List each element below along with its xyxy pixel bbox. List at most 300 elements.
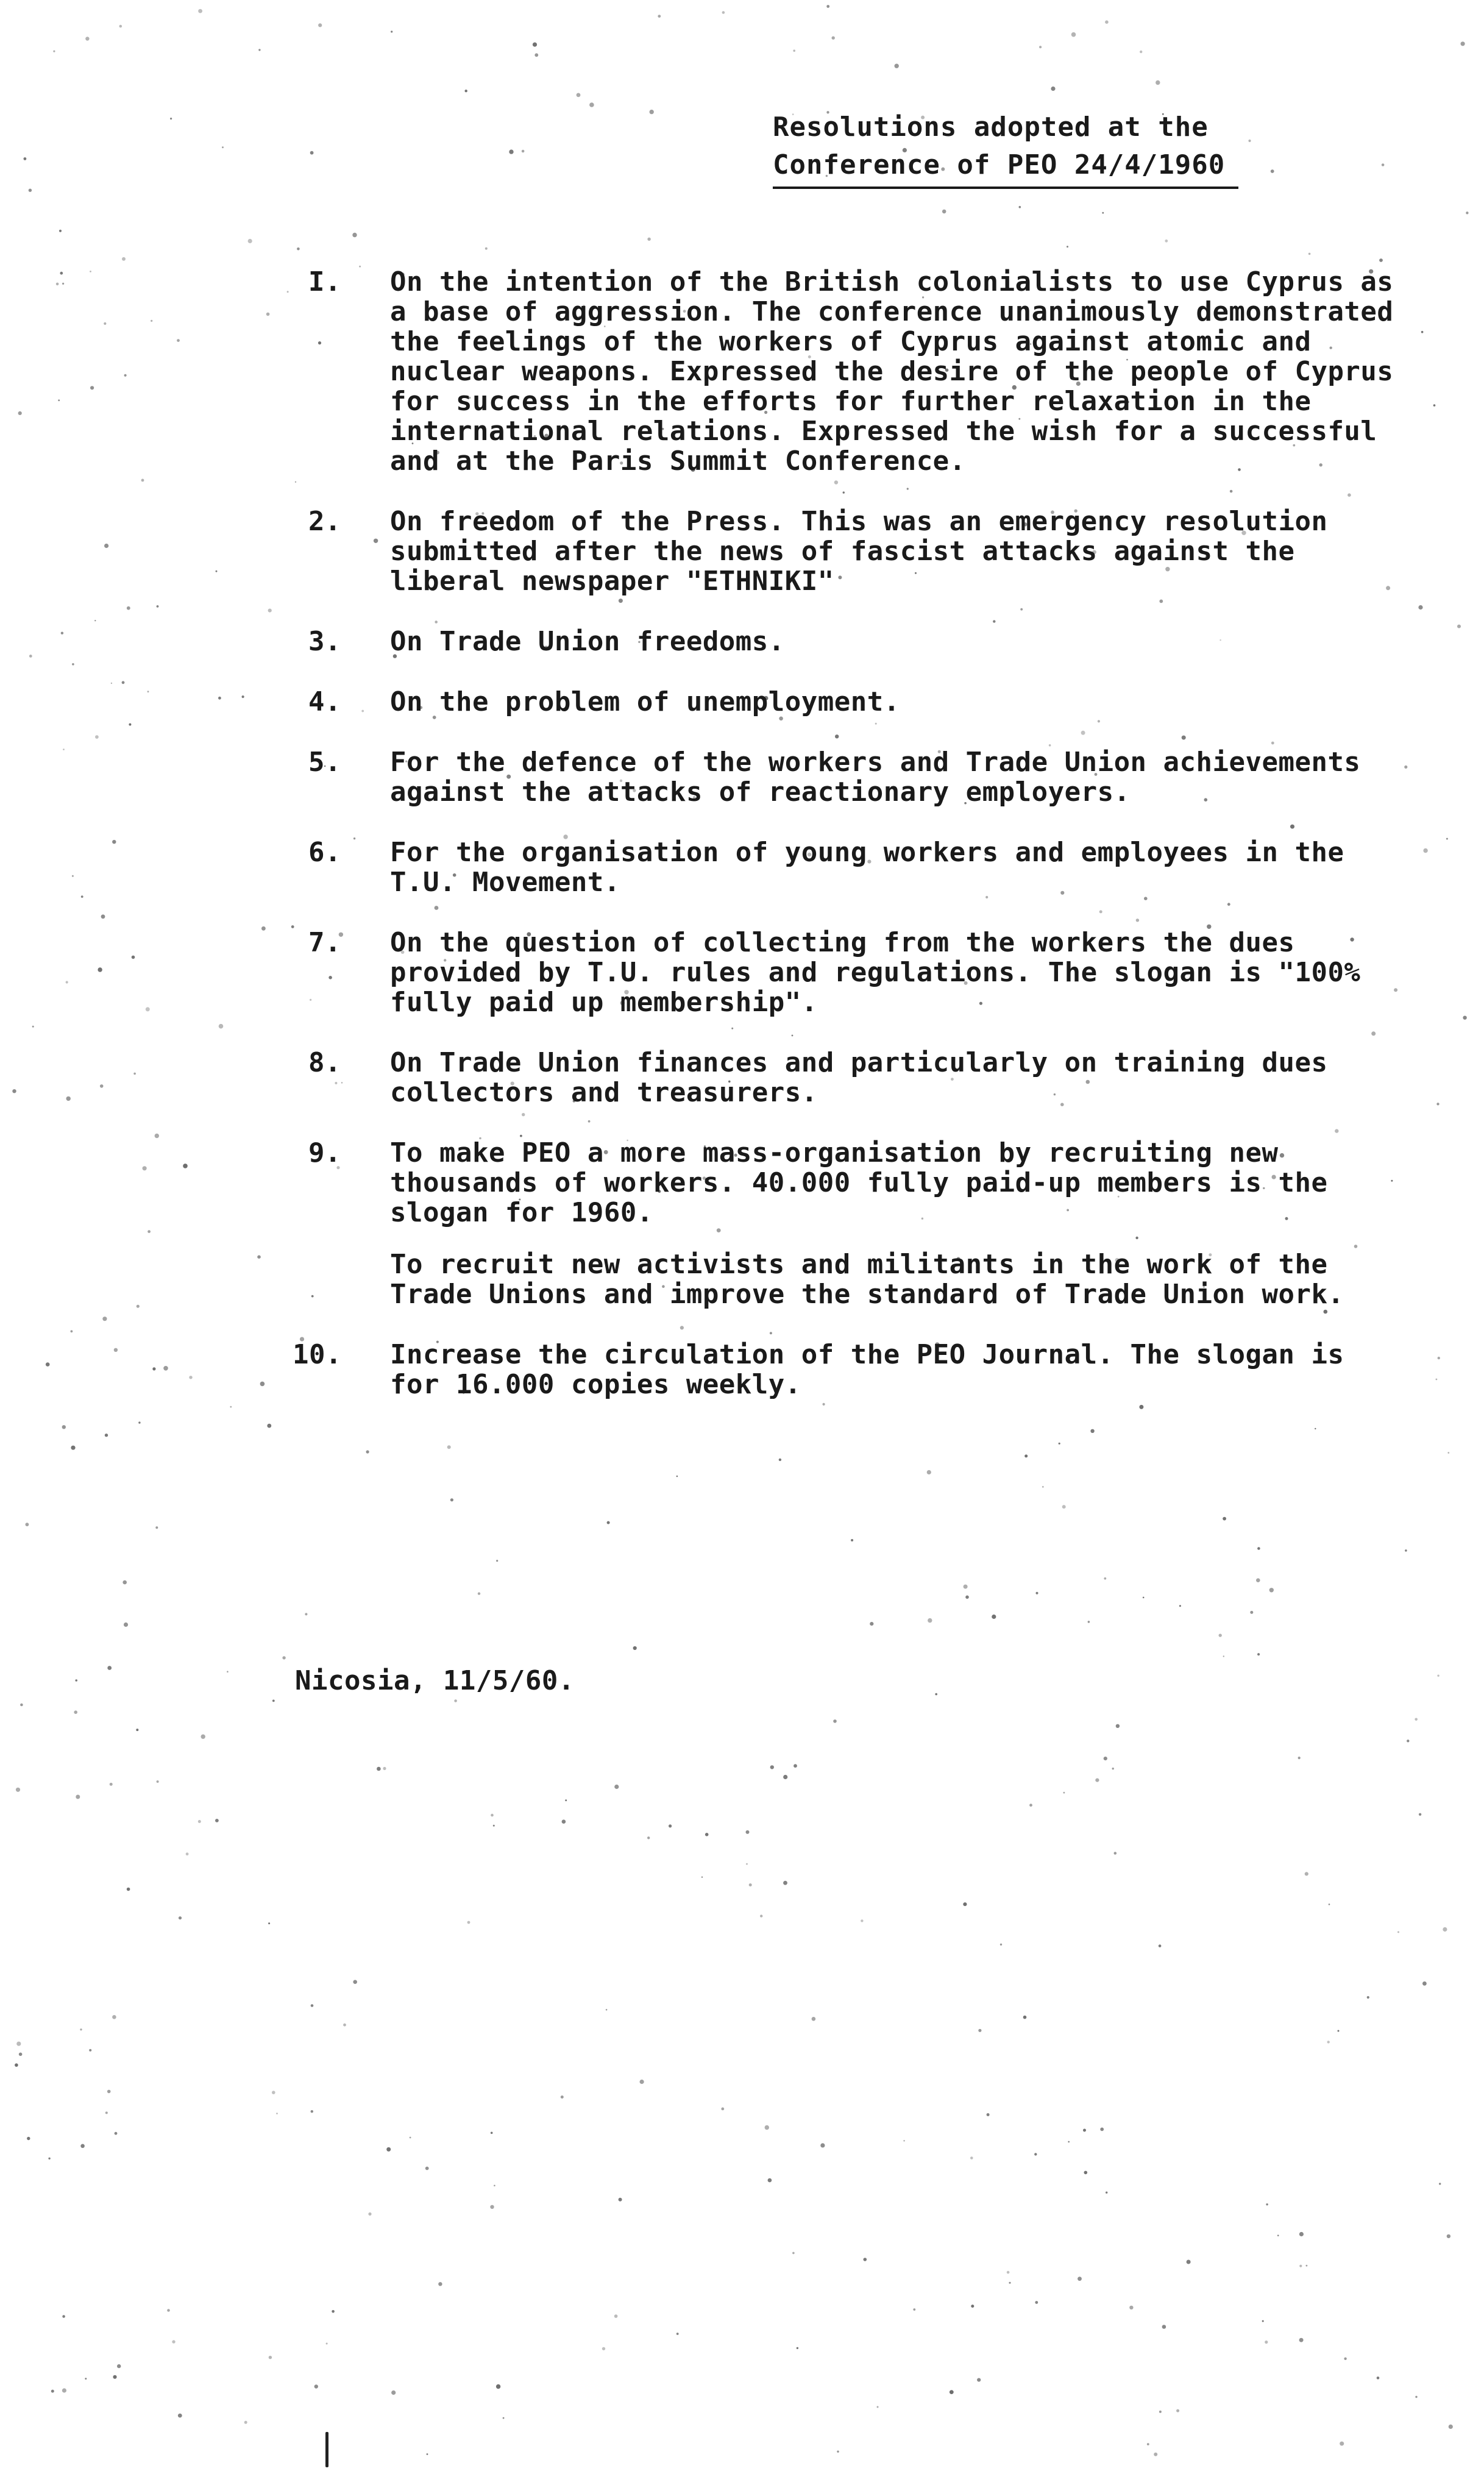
speckle xyxy=(820,2143,825,2147)
speckle xyxy=(326,2343,328,2345)
speckle xyxy=(261,926,266,931)
resolution-item xyxy=(293,507,1402,596)
speckle xyxy=(136,1729,138,1731)
speckle xyxy=(676,1476,678,1477)
resolution-text: On the problem of unemployment. xyxy=(390,686,900,717)
speckle xyxy=(332,2310,335,2313)
speckle xyxy=(71,1446,75,1450)
resolution-number: 7. xyxy=(308,927,341,958)
speckle xyxy=(105,1434,108,1437)
speckle xyxy=(305,1613,307,1615)
speckle xyxy=(1067,246,1068,247)
speckle xyxy=(61,632,63,634)
speckle xyxy=(1329,1903,1330,1905)
speckle xyxy=(950,2390,954,2394)
speckle xyxy=(1187,2260,1191,2264)
resolution-number: 10. xyxy=(293,1339,342,1370)
speckle xyxy=(965,1596,969,1599)
speckle xyxy=(386,2147,391,2152)
speckle xyxy=(877,2406,879,2408)
speckle xyxy=(792,2252,795,2255)
speckle xyxy=(272,1700,275,1702)
speckle xyxy=(110,1783,113,1786)
speckle xyxy=(15,2063,18,2067)
speckle xyxy=(141,479,144,482)
speckle xyxy=(257,1255,261,1259)
speckle xyxy=(1051,87,1055,91)
speckle xyxy=(258,49,260,51)
speckle xyxy=(81,895,83,898)
speckle xyxy=(1262,2320,1264,2322)
speckle xyxy=(272,2091,275,2094)
resolution-text: On Trade Union freedoms. xyxy=(390,626,785,657)
speckle xyxy=(533,43,537,47)
speckle xyxy=(85,2378,87,2380)
speckle xyxy=(127,1888,130,1891)
speckle xyxy=(1438,1357,1440,1359)
speckle xyxy=(1271,169,1274,173)
speckle xyxy=(1404,766,1407,769)
speckle xyxy=(1436,1103,1439,1105)
speckle xyxy=(1223,1655,1224,1657)
speckle xyxy=(669,1824,672,1827)
speckle xyxy=(167,2309,170,2312)
speckle xyxy=(1305,1872,1308,1875)
speckle xyxy=(276,2113,278,2114)
speckle xyxy=(1466,211,1468,214)
speckle xyxy=(29,655,32,658)
speckle xyxy=(29,189,32,192)
speckle xyxy=(19,2053,23,2056)
speckle xyxy=(297,247,300,251)
speckle xyxy=(485,247,488,250)
speckle xyxy=(1443,1927,1447,1932)
speckle xyxy=(1299,2232,1304,2236)
speckle xyxy=(155,1526,158,1529)
speckle xyxy=(222,146,224,148)
speckle xyxy=(1156,80,1160,85)
speckle xyxy=(1140,51,1142,53)
speckle xyxy=(1418,605,1422,610)
speckle xyxy=(66,1097,71,1101)
speckle xyxy=(1377,2376,1380,2380)
speckle xyxy=(1105,20,1109,24)
speckle xyxy=(903,2140,905,2142)
speckle xyxy=(705,1833,709,1836)
speckle xyxy=(1083,2129,1086,2132)
speckle xyxy=(1129,2306,1133,2309)
speckle xyxy=(1299,2265,1302,2267)
speckle xyxy=(493,1825,495,1827)
resolution-text: On Trade Union finances and particularly on training dues collectors and treasurers. xyxy=(390,1047,1328,1108)
speckle xyxy=(80,2144,85,2149)
speckle xyxy=(16,2042,21,2046)
speckle xyxy=(75,1679,77,1682)
speckle xyxy=(122,1580,127,1585)
speckle xyxy=(1059,1443,1060,1445)
speckle xyxy=(122,681,125,684)
speckle xyxy=(66,981,68,983)
speckle xyxy=(146,1007,150,1011)
speckle xyxy=(127,606,130,610)
speckle xyxy=(137,1305,140,1308)
speckle xyxy=(132,956,135,959)
speckle xyxy=(1143,1597,1145,1599)
speckle xyxy=(1308,253,1311,255)
speckle xyxy=(1419,1813,1421,1816)
speckle xyxy=(562,1819,566,1824)
speckle xyxy=(198,9,202,13)
place-and-date: Nicosia, 11/5/60. xyxy=(295,1665,575,1696)
speckle xyxy=(765,2125,769,2130)
speckle xyxy=(721,2108,724,2111)
speckle xyxy=(971,2305,974,2308)
speckle xyxy=(1327,2041,1330,2043)
speckle xyxy=(746,1830,750,1834)
resolution-item xyxy=(293,267,1402,476)
speckle xyxy=(490,2205,494,2209)
speckle xyxy=(977,2378,981,2382)
speckle xyxy=(129,723,131,726)
speckle xyxy=(701,1877,703,1878)
speckle xyxy=(267,1424,271,1428)
speckle xyxy=(157,605,159,608)
speckle xyxy=(101,914,105,919)
speckle xyxy=(770,1765,774,1769)
speckle xyxy=(163,1366,168,1371)
speckle xyxy=(1102,212,1104,214)
speckle xyxy=(870,1622,873,1626)
speckle xyxy=(391,30,392,32)
speckle xyxy=(179,1916,182,1919)
title-line-2: Conference of PEO 24/4/1960 xyxy=(773,146,1238,189)
speckle xyxy=(606,2009,608,2011)
speckle xyxy=(1062,1505,1066,1509)
speckle xyxy=(172,2340,175,2343)
speckle xyxy=(76,1795,80,1799)
speckle xyxy=(100,1084,104,1088)
speckle xyxy=(503,2417,505,2419)
speckle xyxy=(219,1024,224,1029)
speckle xyxy=(85,37,89,40)
speckle xyxy=(391,2390,396,2395)
speckle xyxy=(410,2137,411,2139)
speckle xyxy=(1449,2425,1453,2429)
speckle xyxy=(244,2421,247,2424)
speckle xyxy=(1007,2271,1010,2274)
speckle xyxy=(1265,2341,1268,2344)
speckle xyxy=(74,1710,77,1714)
speckle xyxy=(268,1922,270,1924)
speckle xyxy=(465,90,467,92)
speckle xyxy=(895,64,899,68)
resolution-item xyxy=(293,1138,1402,1309)
speckle xyxy=(749,1883,752,1886)
speckle xyxy=(1423,848,1427,853)
speckle xyxy=(133,1073,136,1075)
speckle xyxy=(122,257,126,261)
speckle xyxy=(970,2156,973,2159)
speckle xyxy=(1165,240,1168,243)
speckle xyxy=(832,37,835,40)
speckle xyxy=(1112,1768,1114,1769)
speckle xyxy=(104,322,106,325)
resolution-number: 8. xyxy=(308,1047,341,1078)
speckle xyxy=(1023,2016,1027,2019)
speckle xyxy=(1298,1757,1301,1759)
speckle xyxy=(978,2029,981,2032)
speckle xyxy=(58,399,60,401)
speckle xyxy=(155,1134,159,1138)
speckle xyxy=(647,1836,650,1839)
speckle xyxy=(913,2308,915,2311)
speckle xyxy=(90,386,94,389)
speckle xyxy=(170,118,172,119)
resolution-number: 3. xyxy=(308,626,341,657)
speckle xyxy=(1147,2443,1149,2445)
resolution-number: 4. xyxy=(308,686,341,717)
speckle xyxy=(861,1919,863,1922)
resolution-item xyxy=(293,928,1402,1017)
speckle xyxy=(467,1921,470,1924)
speckle xyxy=(509,149,513,154)
speckle xyxy=(1024,1454,1028,1457)
speckle xyxy=(1042,1486,1044,1488)
speckle xyxy=(46,1362,50,1367)
speckle xyxy=(12,1089,16,1093)
speckle xyxy=(1344,2358,1346,2360)
speckle xyxy=(124,1623,128,1627)
resolution-number: 9. xyxy=(308,1137,341,1168)
speckle xyxy=(427,2453,428,2455)
speckle xyxy=(1106,2192,1107,2194)
speckle xyxy=(1063,1792,1065,1794)
speckle xyxy=(138,1421,140,1423)
speckle xyxy=(1095,1779,1099,1782)
speckle xyxy=(24,157,27,160)
speckle xyxy=(230,1406,232,1408)
speckle xyxy=(287,291,289,293)
speckle xyxy=(676,2333,679,2335)
speckle xyxy=(963,1902,967,1906)
resolution-text: On freedom of the Press. This was an emergency resolution submitted after the news of fascist attacks against the liberal newspaper "ETHNIKI" xyxy=(390,506,1328,597)
speckle xyxy=(647,238,650,241)
speckle xyxy=(1159,1944,1162,1947)
speckle xyxy=(619,2198,622,2202)
speckle xyxy=(62,2388,66,2392)
speckle xyxy=(117,2364,121,2368)
speckle xyxy=(447,1445,451,1449)
resolution-text: For the defence of the workers and Trade Union achievements against the attacks of reactionary employers. xyxy=(390,747,1361,808)
speckle xyxy=(1439,2183,1441,2184)
speckle xyxy=(62,1425,66,1429)
speckle xyxy=(51,2390,54,2393)
speckle xyxy=(1179,1605,1181,1607)
speckle xyxy=(186,1852,189,1855)
speckle xyxy=(491,1814,494,1817)
speckle xyxy=(992,1615,996,1619)
speckle xyxy=(94,620,96,621)
speckle xyxy=(1036,1592,1038,1594)
speckle xyxy=(1463,1016,1466,1020)
resolution-text: For the organisation of young workers and employees in the T.U. Movement. xyxy=(390,837,1344,898)
speckle xyxy=(928,1618,932,1623)
speckle xyxy=(1162,2325,1166,2329)
speckle xyxy=(812,2017,816,2021)
speckle xyxy=(783,1881,787,1885)
speckle xyxy=(1039,46,1042,48)
resolution-item xyxy=(293,1340,1402,1399)
speckle xyxy=(1447,2234,1450,2238)
speckle xyxy=(314,2384,318,2388)
speckle xyxy=(107,1666,112,1670)
resolution-item xyxy=(293,1048,1402,1107)
speckle xyxy=(1436,1379,1438,1381)
speckle xyxy=(310,151,314,155)
speckle xyxy=(496,1560,498,1562)
speckle xyxy=(124,374,127,377)
speckle xyxy=(746,1863,748,1865)
speckle xyxy=(1104,1577,1106,1580)
speckle xyxy=(48,2158,50,2159)
speckle xyxy=(614,1785,619,1789)
speckle xyxy=(1114,1852,1117,1855)
speckle xyxy=(157,1780,159,1783)
speckle xyxy=(1415,1718,1418,1721)
speckle xyxy=(1034,2153,1037,2155)
speckle xyxy=(1415,2396,1417,2398)
speckle xyxy=(56,283,59,286)
resolutions-list xyxy=(293,267,1402,1430)
speckle xyxy=(98,967,102,972)
resolution-number: 6. xyxy=(308,837,341,868)
speckle xyxy=(797,2347,798,2349)
speckle xyxy=(366,1450,369,1453)
speckle xyxy=(343,2024,346,2027)
speckle xyxy=(1422,1982,1427,1986)
speckle xyxy=(534,53,538,57)
speckle xyxy=(102,1317,107,1321)
speckle xyxy=(837,2451,839,2453)
speckle xyxy=(266,313,270,316)
speckle xyxy=(268,609,272,613)
speckle xyxy=(227,1671,229,1672)
speckle xyxy=(1250,1611,1253,1614)
speckle xyxy=(768,2178,772,2183)
speckle xyxy=(353,1980,357,1984)
document-title xyxy=(773,108,1238,189)
speckle xyxy=(826,5,829,8)
speckle xyxy=(438,2282,442,2286)
speckle xyxy=(1257,1547,1260,1550)
speckle xyxy=(851,1539,853,1541)
speckle xyxy=(494,2185,495,2187)
speckle xyxy=(178,2414,182,2418)
speckle xyxy=(32,1026,34,1028)
speckle xyxy=(1269,1588,1274,1592)
speckle xyxy=(1248,140,1251,142)
speckle xyxy=(377,1767,381,1771)
speckle xyxy=(80,2028,82,2030)
speckle xyxy=(368,2213,371,2216)
speckle xyxy=(942,210,946,214)
speckle xyxy=(1338,2030,1340,2032)
speckle xyxy=(987,2113,990,2116)
speckle xyxy=(633,1646,637,1650)
speckle xyxy=(602,2347,605,2350)
title-line-1: Resolutions adopted at the xyxy=(773,112,1209,143)
speckle xyxy=(114,1348,118,1352)
speckle xyxy=(1306,2265,1308,2267)
speckle xyxy=(1088,1621,1090,1623)
speckle xyxy=(1405,1549,1407,1552)
speckle xyxy=(151,320,152,322)
speckle xyxy=(198,1820,201,1823)
speckle xyxy=(491,2132,493,2135)
speckle xyxy=(1256,1578,1260,1582)
speckle xyxy=(1421,331,1424,333)
speckle xyxy=(59,230,62,232)
speckle xyxy=(577,93,581,98)
speckle xyxy=(318,23,322,27)
speckle xyxy=(1266,2203,1268,2205)
speckle xyxy=(607,1521,610,1524)
speckle xyxy=(1379,258,1383,262)
speckle xyxy=(650,110,654,114)
speckle xyxy=(89,2049,91,2052)
speckle xyxy=(177,339,180,342)
speckle xyxy=(18,411,22,415)
speckle xyxy=(1446,838,1448,840)
speckle xyxy=(71,1330,73,1332)
speckle xyxy=(112,840,116,844)
speckle xyxy=(72,663,74,666)
speckle xyxy=(1159,2411,1162,2413)
speckle xyxy=(722,11,725,14)
speckle xyxy=(62,283,64,285)
resolution-item xyxy=(293,747,1402,807)
speckle xyxy=(53,51,55,52)
speckle xyxy=(1277,2234,1279,2236)
speckle xyxy=(1100,2128,1104,2131)
speckle xyxy=(113,2375,116,2379)
speckle xyxy=(1461,41,1465,46)
speckle xyxy=(115,2132,118,2135)
speckle xyxy=(1029,1804,1032,1807)
speckle xyxy=(311,2110,313,2113)
speckle xyxy=(658,15,661,18)
resolution-number: 2. xyxy=(308,506,341,537)
speckle xyxy=(16,1788,20,1792)
speckle xyxy=(1176,2409,1179,2412)
speckle xyxy=(1437,1675,1439,1677)
speckle xyxy=(119,25,122,28)
speckle xyxy=(1035,2301,1038,2304)
speckle xyxy=(1340,2442,1344,2446)
speckle xyxy=(760,1914,762,1917)
speckle xyxy=(60,272,63,275)
speckle xyxy=(522,150,525,153)
speckle xyxy=(1068,2141,1070,2143)
speckle xyxy=(1104,1757,1107,1760)
speckle xyxy=(143,1166,147,1170)
resolution-item xyxy=(293,837,1402,897)
speckle xyxy=(260,1382,265,1387)
speckle xyxy=(1447,1452,1449,1454)
resolution-item xyxy=(293,687,1402,717)
speckle xyxy=(1433,404,1436,407)
speckle xyxy=(793,1764,797,1768)
